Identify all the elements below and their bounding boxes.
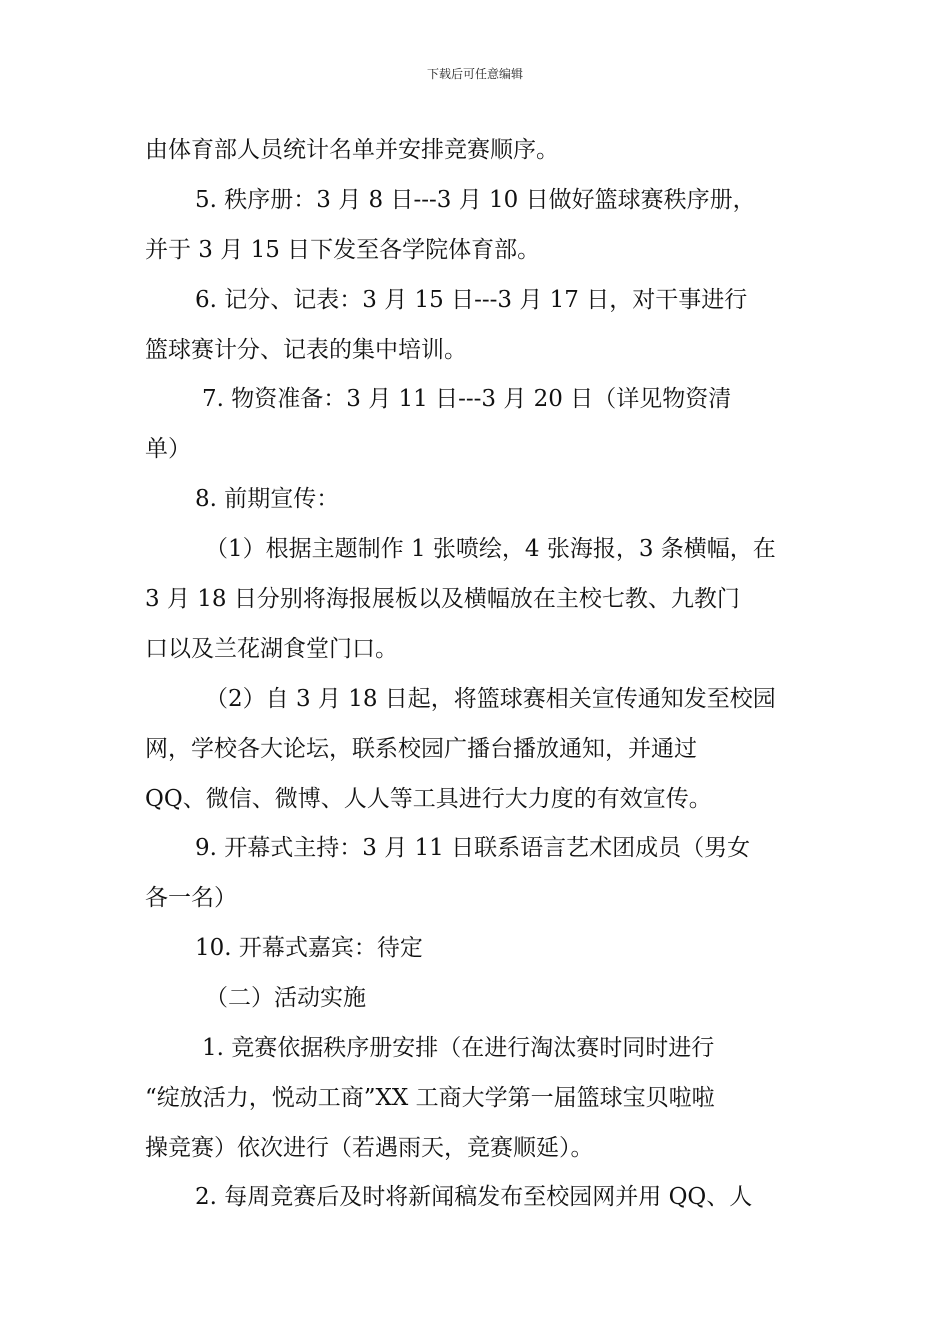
- page-header: 下载后可任意编辑: [426, 67, 523, 81]
- paragraph-line: 10. 开幕式嘉宾：待定: [195, 935, 423, 961]
- paragraph-line: （1）根据主题制作 1 张喷绘，4 张海报，3 条横幅，在: [205, 536, 776, 562]
- paragraph-line: 6. 记分、记表：3 月 15 日---3 月 17 日，对干事进行: [195, 287, 748, 313]
- paragraph-line: QQ、微信、微博、人人等工具进行大力度的有效宣传。: [145, 786, 712, 812]
- paragraph-line: 9. 开幕式主持：3 月 11 日联系语言艺术团成员（男女: [195, 835, 751, 861]
- paragraph-line: 1. 竞赛依据秩序册安排（在进行淘汰赛时同时进行: [202, 1035, 715, 1061]
- paragraph-line: 5. 秩序册：3 月 8 日---3 月 10 日做好篮球赛秩序册，: [195, 187, 756, 213]
- paragraph-line: （2）自 3 月 18 日起，将篮球赛相关宣传通知发至校园: [205, 686, 776, 712]
- paragraph-line: 单）: [145, 436, 191, 462]
- paragraph-line: 口以及兰花湖食堂门口。: [145, 636, 398, 662]
- paragraph-line: 篮球赛计分、记表的集中培训。: [145, 337, 467, 363]
- paragraph-line: 各一名）: [145, 885, 237, 911]
- paragraph-line: 并于 3 月 15 日下发至各学院体育部。: [145, 237, 541, 263]
- paragraph-line: 由体育部人员统计名单并安排竞赛顺序。: [145, 137, 559, 163]
- paragraph-line: 8. 前期宣传：: [195, 486, 340, 512]
- paragraph-line: 操竞赛）依次进行（若遇雨天，竞赛顺延）。: [145, 1135, 594, 1161]
- paragraph-line: 7. 物资准备：3 月 11 日---3 月 20 日（详见物资清: [202, 386, 732, 412]
- paragraph-line: 2. 每周竞赛后及时将新闻稿发布至校园网并用 QQ、人: [195, 1184, 753, 1210]
- paragraph-line: 3 月 18 日分别将海报展板以及横幅放在主校七教、九教门: [145, 586, 740, 612]
- section-heading: （二）活动实施: [205, 985, 366, 1011]
- paragraph-line: “绽放活力，悦动工商”XX 工商大学第一届篮球宝贝啦啦: [145, 1085, 715, 1111]
- paragraph-line: 网，学校各大论坛，联系校园广播台播放通知，并通过: [145, 736, 697, 762]
